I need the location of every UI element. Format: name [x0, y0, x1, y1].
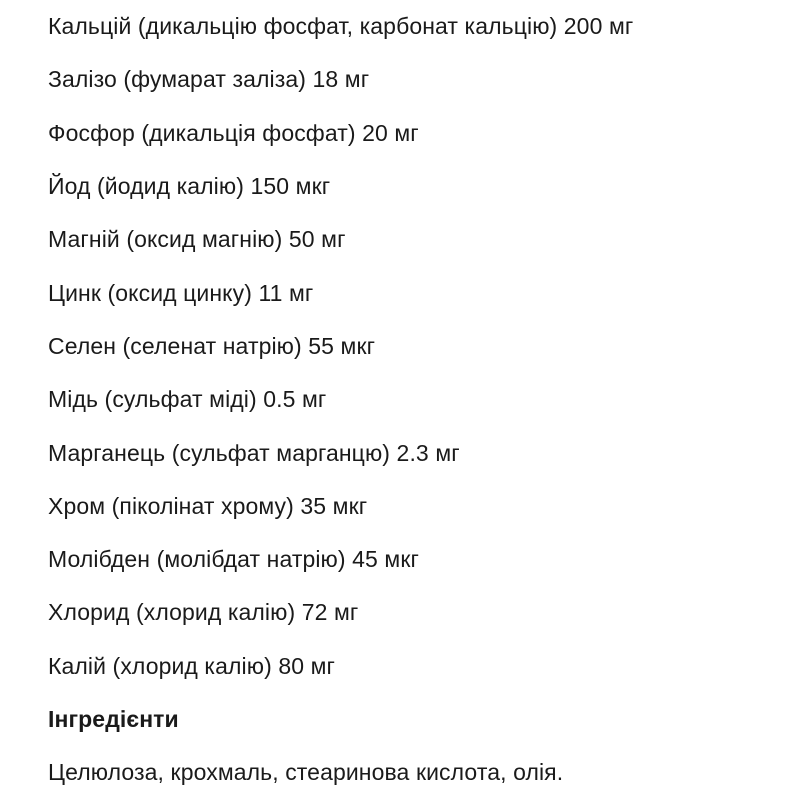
nutrient-line-phosphorus: Фосфор (дикальція фосфат) 20 мг — [48, 119, 419, 146]
nutrient-line-zinc: Цинк (оксид цинку) 11 мг — [48, 279, 314, 306]
nutrient-line-magnesium: Магній (оксид магнію) 50 мг — [48, 226, 346, 253]
nutrient-line-iron: Залізо (фумарат заліза) 18 мг — [48, 66, 370, 93]
ingredients-heading: Інгредієнти — [48, 706, 179, 732]
nutrient-line-iodine: Йод (йодид калію) 150 мкг — [48, 173, 331, 200]
nutrient-line-chloride: Хлорид (хлорид калію) 72 мг — [48, 599, 359, 626]
nutrient-line-manganese: Марганець (сульфат марганцю) 2.3 мг — [48, 439, 460, 466]
nutrient-line-selenium: Селен (селенат натрію) 55 мкг — [48, 332, 376, 359]
nutrient-line-chromium: Хром (піколінат хрому) 35 мкг — [48, 492, 368, 519]
nutrient-line-calcium: Кальцій (дикальцію фосфат, карбонат кальцію) 200 мг — [48, 13, 634, 40]
ingredients-list: Целюлоза, крохмаль, стеаринова кислота, олія. — [48, 759, 564, 786]
nutrient-line-potassium: Калій (хлорид калію) 80 мг — [48, 652, 336, 679]
nutrient-line-molybdenum: Молібден (молібдат натрію) 45 мкг — [48, 546, 419, 573]
nutrient-line-copper: Мідь (сульфат міді) 0.5 мг — [48, 386, 327, 413]
